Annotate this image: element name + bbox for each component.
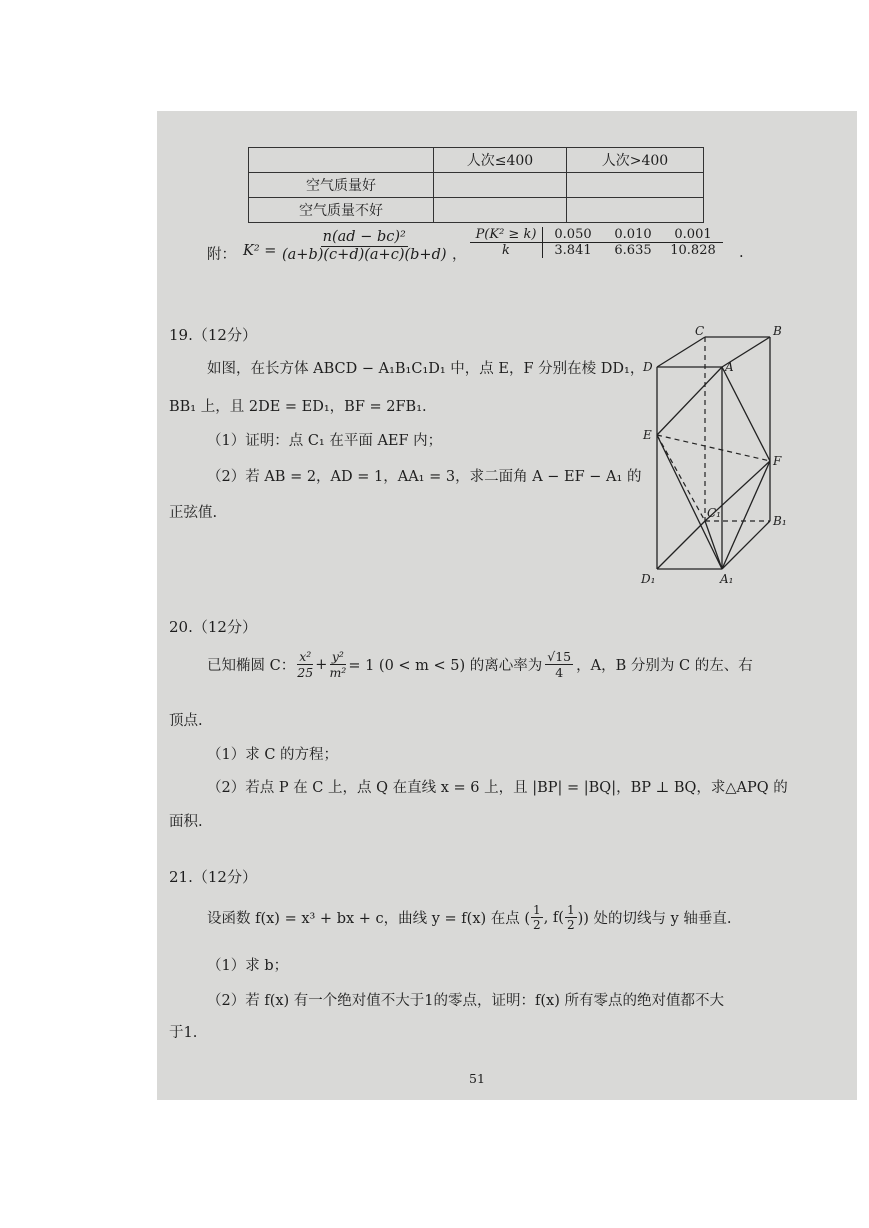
table-row1-label: 空气质量好 bbox=[249, 173, 434, 198]
label-C: C bbox=[695, 324, 705, 338]
table-cell bbox=[567, 198, 704, 223]
q19-line1: 如图，在长方体 ABCD − A₁B₁C₁D₁ 中，点 E，F 分别在棱 DD₁， bbox=[207, 361, 645, 377]
table-cell bbox=[434, 173, 567, 198]
label-B: B bbox=[773, 324, 782, 338]
q20-part2: （2）若点 P 在 C 上，点 Q 在直线 x = 6 上，且 |BP| = |BQ|，BP ⊥ BQ，求△APQ 的 bbox=[207, 780, 788, 796]
q20-pre: 已知椭圆 C： bbox=[207, 658, 296, 674]
q21-part2: （2）若 f(x) 有一个绝对值不大于1的零点，证明：f(x) 所有零点的绝对值都不大 bbox=[207, 993, 724, 1009]
q21-half-num: 1 bbox=[533, 903, 541, 917]
contingency-table bbox=[248, 147, 704, 223]
k-header: k bbox=[470, 243, 543, 258]
q21-mid: , f( bbox=[543, 909, 564, 926]
p-value: 0.010 bbox=[614, 227, 652, 242]
q21-part1: （1）求 b； bbox=[207, 958, 289, 974]
q20-e-den: 4 bbox=[555, 665, 564, 680]
q20-cond: = 1 (0 < m < 5) 的离心率为 bbox=[348, 658, 543, 674]
q21-post: )) 处的切线与 y 轴垂直. bbox=[577, 911, 732, 928]
q20-e-num: √15 bbox=[547, 649, 572, 664]
q20-line1 bbox=[207, 649, 753, 680]
appendix-comma: ， bbox=[452, 247, 467, 263]
q20-header: 20.（12分） bbox=[169, 618, 257, 636]
table-row2-label: 空气质量不好 bbox=[249, 198, 434, 223]
q19-part1: （1）证明：点 C₁ 在平面 AEF 内； bbox=[207, 433, 443, 449]
k2-numerator: n(ad − bc)² bbox=[321, 229, 408, 247]
q20-x2: x² bbox=[299, 649, 312, 664]
k2-denominator: (a+b)(c+d)(a+c)(b+d) bbox=[282, 247, 447, 264]
table-corner-cell bbox=[249, 148, 434, 173]
label-D: D bbox=[643, 360, 653, 374]
table-header-col1: 人次≤400 bbox=[434, 148, 567, 173]
label-C1: C₁ bbox=[707, 506, 721, 520]
appendix-end: . bbox=[739, 245, 744, 261]
cuboid-figure bbox=[635, 321, 795, 591]
label-A1: A₁ bbox=[720, 572, 734, 586]
k-value: 3.841 bbox=[554, 243, 592, 258]
k2-symbol: K² = bbox=[243, 243, 277, 259]
q20-line5: 面积. bbox=[169, 814, 203, 830]
k-value: 6.635 bbox=[614, 243, 652, 258]
q21-line4: 于1. bbox=[169, 1025, 198, 1041]
label-A: A bbox=[725, 360, 734, 374]
p-value: 0.001 bbox=[674, 227, 712, 242]
q19-header: 19.（12分） bbox=[169, 326, 257, 344]
q20-line2: 顶点. bbox=[169, 713, 203, 729]
p-value: 0.050 bbox=[554, 227, 592, 242]
k-value: 10.828 bbox=[670, 243, 716, 258]
q21-header: 21.（12分） bbox=[169, 868, 257, 886]
q20-y2: y² bbox=[331, 649, 344, 664]
label-E: E bbox=[643, 428, 652, 442]
q21-half-den-2: 2 bbox=[566, 918, 575, 933]
q20-post: ，A，B 分别为 C 的左、右 bbox=[576, 658, 753, 674]
q20-25: 25 bbox=[297, 665, 314, 680]
appendix-label: 附： bbox=[207, 247, 236, 263]
q21-half-den: 2 bbox=[533, 918, 541, 933]
q20-part1: （1）求 C 的方程； bbox=[207, 747, 339, 763]
q21-half-num-2: 1 bbox=[566, 903, 575, 917]
table-cell bbox=[567, 173, 704, 198]
scanned-page bbox=[157, 111, 857, 1100]
q20-plus: + bbox=[315, 656, 328, 673]
p-header: P(K² ≥ k) bbox=[470, 227, 543, 242]
label-D1: D₁ bbox=[641, 572, 656, 586]
q21-pre: 设函数 f(x) = x³ + bx + c，曲线 y = f(x) 在点 ( bbox=[207, 911, 531, 928]
q21-line1 bbox=[207, 903, 732, 933]
q19-line5: 正弦值. bbox=[169, 505, 218, 521]
q19-line2: BB₁ 上，且 2DE = ED₁，BF = 2FB₁. bbox=[169, 399, 427, 415]
critical-value-table bbox=[470, 227, 723, 258]
q20-m2: m² bbox=[329, 665, 347, 680]
table-header-col2: 人次>400 bbox=[567, 148, 704, 173]
label-F: F bbox=[773, 454, 782, 468]
label-B1: B₁ bbox=[773, 514, 787, 528]
k2-formula bbox=[282, 229, 447, 265]
q19-part2: （2）若 AB = 2，AD = 1，AA₁ = 3，求二面角 A − EF − A₁ 的 bbox=[207, 469, 642, 485]
table-cell bbox=[434, 198, 567, 223]
page-number: 51 bbox=[469, 1071, 485, 1086]
